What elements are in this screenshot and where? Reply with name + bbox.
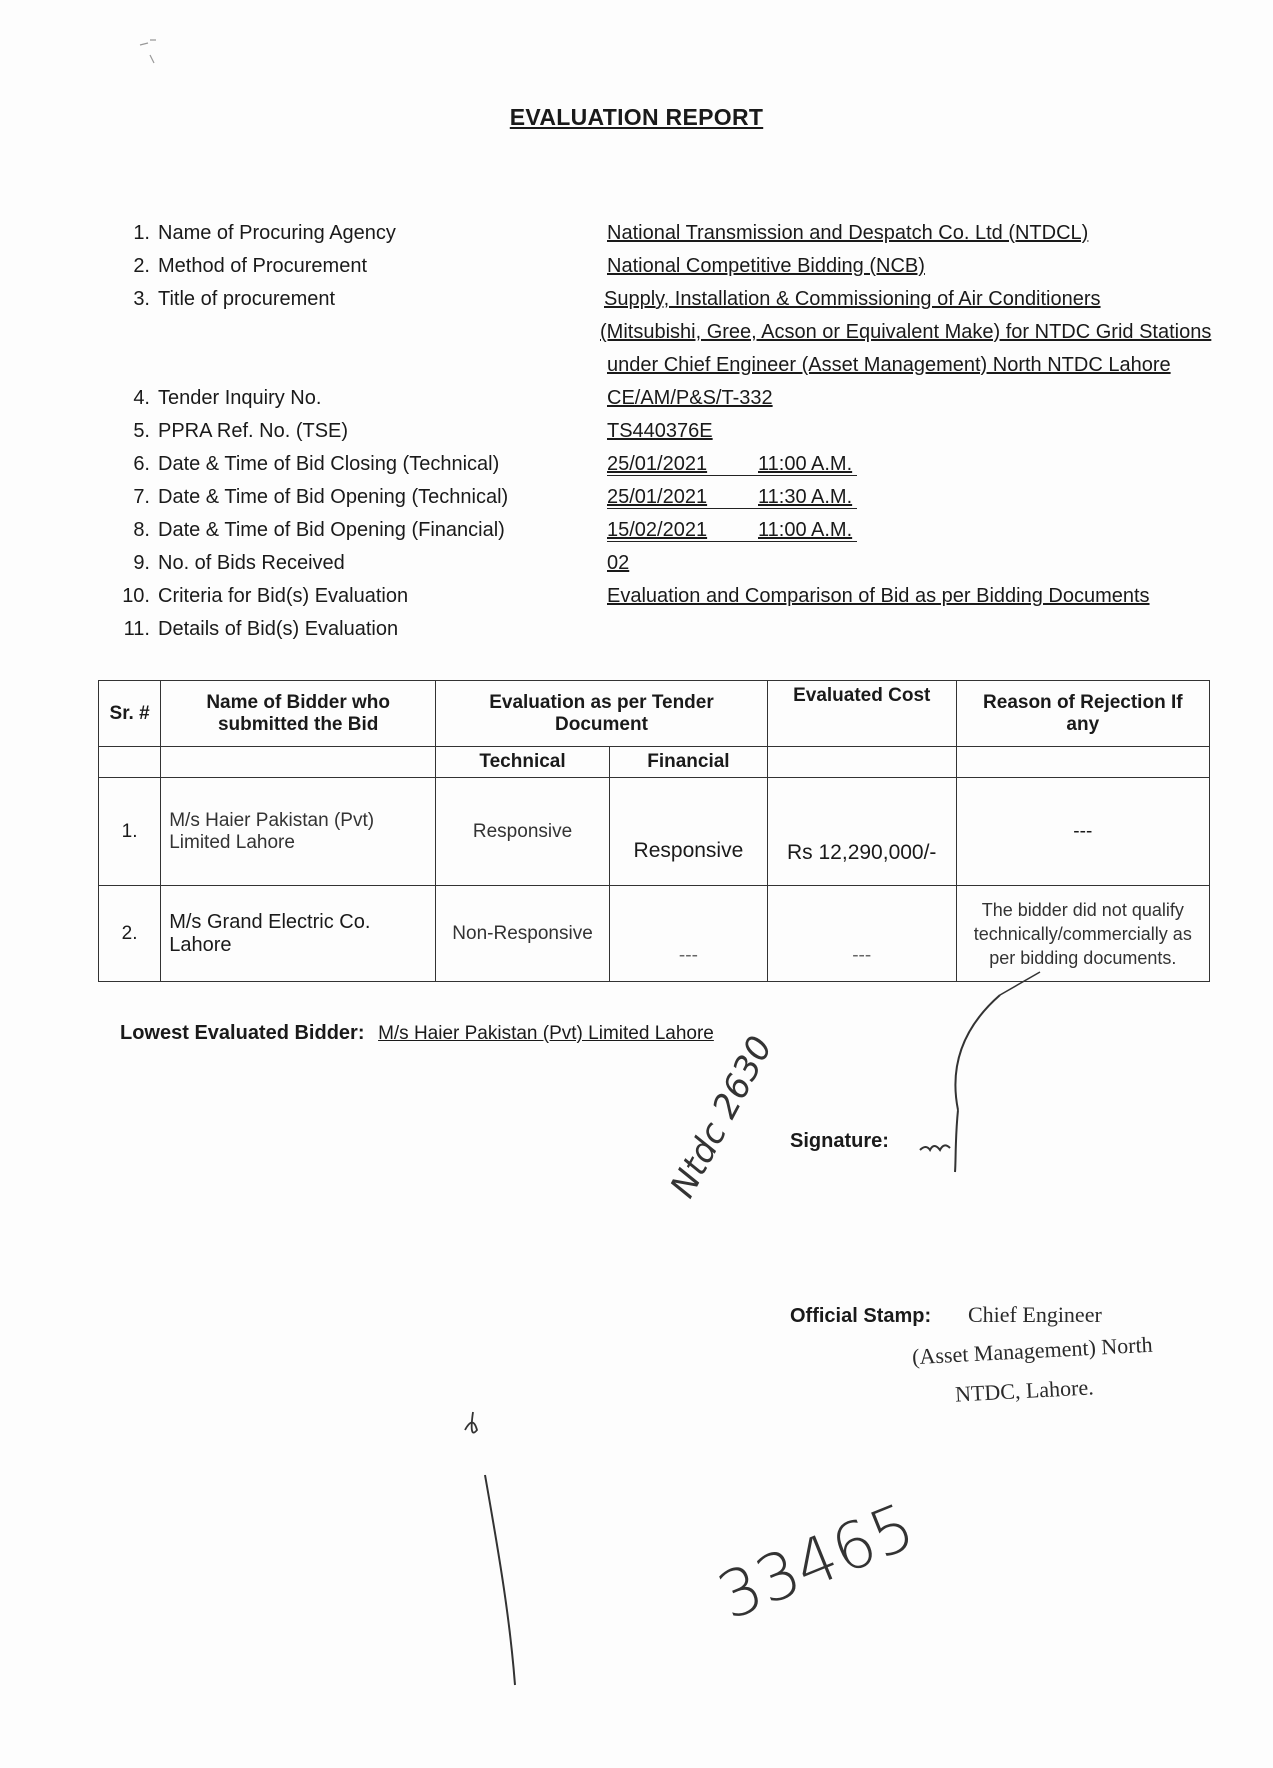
header-bidder-name: Name of Bidder who submitted the Bid (161, 681, 436, 747)
signature-stroke (955, 995, 1000, 1172)
field-number: 1. (133, 222, 150, 244)
field-number: 5. (133, 420, 150, 442)
cell-rejection-reason: --- (956, 778, 1209, 886)
header-evaluated-cost: Evaluated Cost (767, 681, 956, 747)
field-value: Evaluation and Comparison of Bid as per Bidding Documents (607, 585, 1150, 607)
cell-technical: Responsive (436, 778, 610, 886)
signature-stroke (1000, 972, 1040, 995)
field-label: Date & Time of Bid Closing (Technical) (158, 453, 500, 475)
handwritten-diary-number: Ntdc 2630 (662, 1029, 781, 1205)
date-value: 25/01/2021 (607, 453, 708, 475)
lowest-bidder-label: Lowest Evaluated Bidder: (120, 1022, 365, 1044)
field-value-line: under Chief Engineer (Asset Management) North NTDC Lahore (607, 354, 1171, 376)
header-technical: Technical (436, 747, 610, 778)
cell-financial: Responsive (609, 778, 767, 886)
cell-evaluated-cost: --- (767, 886, 956, 982)
field-label: Date & Time of Bid Opening (Financial) (158, 519, 505, 541)
signature-initials (920, 1145, 950, 1150)
cell-technical: Non-Responsive (436, 886, 610, 982)
field-number: 11. (123, 618, 150, 640)
tick-mark (465, 1412, 477, 1433)
field-number: 7. (133, 486, 150, 508)
field-number: 2. (133, 255, 150, 277)
field-value: TS440376E (607, 420, 713, 442)
field-label: Criteria for Bid(s) Evaluation (158, 585, 409, 607)
field-label: PPRA Ref. No. (TSE) (158, 420, 349, 442)
time-value: 11:00 A.M. (758, 519, 853, 541)
report-title: EVALUATION REPORT (509, 104, 764, 130)
date-value: 25/01/2021 (607, 486, 708, 508)
cell-financial: --- (609, 886, 767, 982)
field-label: Name of Procuring Agency (158, 222, 396, 244)
field-number: 3. (133, 288, 150, 310)
field-label: No. of Bids Received (158, 552, 345, 574)
official-stamp-label: Official Stamp: (790, 1305, 932, 1327)
field-value: Supply, Installation & Commissioning of Air Conditioners (604, 288, 1101, 310)
field-label: Title of procurement (158, 288, 336, 310)
field-number: 9. (133, 552, 150, 574)
field-label: Date & Time of Bid Opening (Technical) (158, 486, 509, 508)
scan-specks (140, 40, 156, 63)
field-number: 8. (133, 519, 150, 541)
time-value: 11:00 A.M. (758, 453, 853, 475)
lowest-bidder-value: M/s Haier Pakistan (Pvt) Limited Lahore (378, 1023, 714, 1044)
signature-label: Signature: (790, 1130, 889, 1152)
stamp-line: NTDC, Lahore. (954, 1374, 1095, 1407)
field-label: Method of Procurement (158, 255, 367, 277)
header-sr: Sr. # (99, 681, 161, 747)
header-rejection-reason: Reason of Rejection If any (956, 681, 1209, 747)
cell-sr: 2. (99, 886, 161, 982)
cell-rejection-reason: The bidder did not qualify technically/commercially as per bidding documents. (956, 886, 1209, 982)
time-value: 11:30 A.M. (758, 486, 853, 508)
margin-stroke (485, 1475, 515, 1685)
field-label: Details of Bid(s) Evaluation (158, 618, 399, 640)
field-value: National Competitive Bidding (NCB) (607, 255, 925, 277)
header-evaluation: Evaluation as per Tender Document (436, 681, 768, 747)
field-number: 10. (122, 585, 150, 607)
field-value: National Transmission and Despatch Co. Ltd (NTDCL) (607, 222, 1089, 244)
cell-bidder-name: M/s Haier Pakistan (Pvt) Limited Lahore (161, 778, 436, 886)
stamp-line: (Asset Management) North (911, 1331, 1154, 1370)
stamp-line: Chief Engineer (968, 1302, 1102, 1327)
field-value-line: (Mitsubishi, Gree, Acson or Equivalent Make) for NTDC Grid Stations (600, 321, 1212, 343)
field-label: Tender Inquiry No. (158, 387, 322, 409)
handwritten-number: 33465 (708, 1489, 925, 1635)
header-financial: Financial (609, 747, 767, 778)
cell-evaluated-cost: Rs 12,290,000/- (767, 778, 956, 886)
field-value: CE/AM/P&S/T-332 (607, 387, 773, 409)
field-value: 02 (607, 552, 630, 574)
date-value: 15/02/2021 (607, 519, 708, 541)
cell-sr: 1. (99, 778, 161, 886)
field-number: 4. (133, 387, 150, 409)
cell-bidder-name: M/s Grand Electric Co. Lahore (161, 886, 436, 982)
field-number: 6. (133, 453, 150, 475)
